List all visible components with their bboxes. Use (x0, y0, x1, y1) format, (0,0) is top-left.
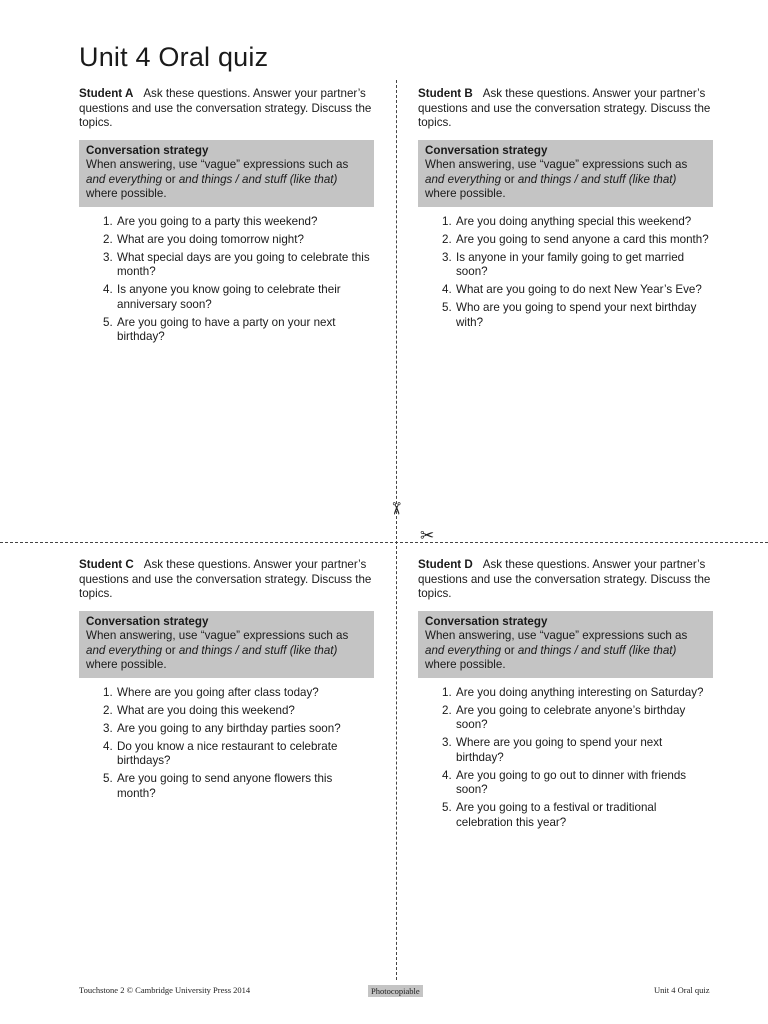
question-text: Are you going to celebrate anyone’s birthday soon? (456, 703, 686, 731)
question-number: 2. (442, 703, 452, 717)
strategy-line: When answering, use “vague” expressions such as (86, 158, 349, 171)
strategy-example: and everything (86, 643, 163, 657)
strategy-example: and everything (425, 172, 502, 186)
question-item (442, 801, 713, 830)
student-label: Student C (79, 558, 134, 571)
question-text: What are you doing this weekend? (117, 703, 295, 717)
scissors-icon: ✂ (385, 501, 406, 516)
page-title: Unit 4 Oral quiz (79, 42, 269, 72)
question-number: 3. (103, 721, 113, 735)
strategy-title: Conversation strategy (86, 614, 209, 628)
question-item (103, 214, 374, 230)
question-number: 3. (103, 250, 113, 264)
question-item (442, 214, 713, 230)
strategy-box (418, 140, 713, 207)
student-label: Student B (418, 87, 473, 100)
strategy-title: Conversation strategy (86, 143, 209, 157)
question-number: 2. (103, 232, 113, 246)
question-list (79, 686, 374, 802)
intro-text: Ask these questions. Answer your partner’s questions and use the conversation strategy. Discuss the topics. (418, 558, 711, 600)
student-label: Student A (79, 87, 134, 100)
question-text: What are you going to do next New Year’s Eve? (456, 283, 702, 296)
question-item (103, 772, 374, 801)
question-number: 1. (442, 214, 452, 228)
question-text: Are you doing anything interesting on Saturday? (456, 685, 704, 699)
question-text: Do you know a nice restaurant to celebrate birthdays? (117, 739, 338, 767)
intro-text: Ask these questions. Answer your partner’s questions and use the conversation strategy. Discuss the topics. (79, 558, 372, 600)
strategy-line: where possible. (86, 658, 167, 671)
student-d-section (418, 558, 713, 834)
strategy-line: where possible. (425, 187, 506, 200)
question-number: 3. (442, 250, 452, 264)
strategy-example: and things / and stuff (like that) (517, 172, 677, 186)
strategy-line: When answering, use “vague” expressions such as (86, 629, 349, 642)
question-item (103, 703, 374, 719)
question-text: Are you doing anything special this weekend? (456, 214, 692, 228)
question-item (103, 315, 374, 345)
question-item (103, 250, 374, 280)
strategy-line: When answering, use “vague” expressions such as (425, 158, 688, 171)
question-list (79, 215, 374, 345)
question-number: 4. (103, 739, 113, 753)
question-text: Are you going to send anyone a card this month? (456, 232, 709, 246)
question-number: 1. (442, 685, 452, 699)
question-number: 5. (103, 315, 113, 329)
strategy-example: and things / and stuff (like that) (517, 643, 677, 657)
strategy-box (418, 611, 713, 678)
footer-unit-label: Unit 4 Oral quiz (654, 985, 710, 995)
student-a-section (79, 87, 374, 348)
question-item (442, 685, 713, 701)
question-text: What are you doing tomorrow night? (117, 232, 304, 246)
strategy-example: and everything (86, 172, 163, 186)
question-text: Where are you going to spend your next birthday? (456, 736, 663, 764)
question-item (442, 768, 713, 798)
question-item (103, 232, 374, 248)
strategy-or: or (501, 643, 518, 657)
scissors-icon: ✂ (420, 526, 435, 546)
footer-copyright: Touchstone 2 © Cambridge University Press 2014 (79, 985, 251, 995)
question-text: Who are you going to spend your next birthday with? (456, 301, 697, 329)
intro-text: Ask these questions. Answer your partner’s questions and use the conversation strategy. Discuss the topics. (79, 87, 372, 129)
question-item (103, 739, 374, 769)
footer-photocopiable: Photocopiable (368, 985, 423, 997)
intro (418, 558, 713, 602)
intro (418, 87, 713, 131)
student-b-section (418, 87, 713, 334)
question-text: Are you going to a party this weekend? (117, 214, 318, 228)
question-number: 4. (442, 768, 452, 782)
question-number: 4. (103, 283, 113, 296)
intro-text: Ask these questions. Answer your partner’s questions and use the conversation strategy. Discuss the topics. (418, 87, 711, 129)
question-item (442, 232, 713, 248)
question-number: 5. (442, 301, 452, 314)
question-item (442, 283, 713, 298)
student-c-section (79, 558, 374, 805)
strategy-title: Conversation strategy (425, 614, 548, 628)
question-item (442, 703, 713, 733)
strategy-title: Conversation strategy (425, 143, 548, 157)
student-label: Student D (418, 558, 473, 571)
intro (79, 87, 374, 131)
question-item (103, 283, 374, 312)
horizontal-cut-line (0, 542, 768, 543)
strategy-or: or (501, 172, 518, 186)
question-text: Are you going to go out to dinner with friends soon? (456, 768, 687, 796)
vertical-cut-line (396, 80, 397, 980)
strategy-box (79, 611, 374, 678)
strategy-or: or (162, 172, 179, 186)
question-item (442, 736, 713, 765)
question-number: 1. (103, 214, 113, 228)
question-number: 2. (442, 232, 452, 246)
question-item (442, 250, 713, 280)
question-list (418, 215, 713, 331)
strategy-line: When answering, use “vague” expressions such as (425, 629, 688, 642)
question-text: Are you going to a festival or traditional celebration this year? (456, 801, 657, 829)
question-text: Is anyone in your family going to get married soon? (456, 250, 685, 278)
intro (79, 558, 374, 602)
strategy-line: where possible. (425, 658, 506, 671)
strategy-example: and things / and stuff (like that) (178, 643, 338, 657)
strategy-box (79, 140, 374, 207)
question-text: What special days are you going to celebrate this month? (117, 250, 370, 278)
strategy-example: and things / and stuff (like that) (178, 172, 338, 186)
question-number: 1. (103, 685, 113, 699)
question-text: Are you going to any birthday parties soon? (117, 721, 341, 735)
strategy-example: and everything (425, 643, 502, 657)
question-number: 5. (442, 801, 452, 814)
question-list (418, 686, 713, 831)
question-item (103, 721, 374, 737)
question-number: 4. (442, 283, 452, 296)
question-number: 3. (442, 736, 452, 749)
question-text: Are you going to send anyone flowers this month? (117, 772, 333, 800)
strategy-line: where possible. (86, 187, 167, 200)
question-item (442, 301, 713, 330)
question-number: 2. (103, 703, 113, 717)
question-text: Is anyone you know going to celebrate their anniversary soon? (117, 283, 341, 311)
question-number: 5. (103, 772, 113, 785)
strategy-or: or (162, 643, 179, 657)
question-text: Where are you going after class today? (117, 685, 319, 699)
question-item (103, 685, 374, 701)
question-text: Are you going to have a party on your next birthday? (117, 315, 336, 343)
